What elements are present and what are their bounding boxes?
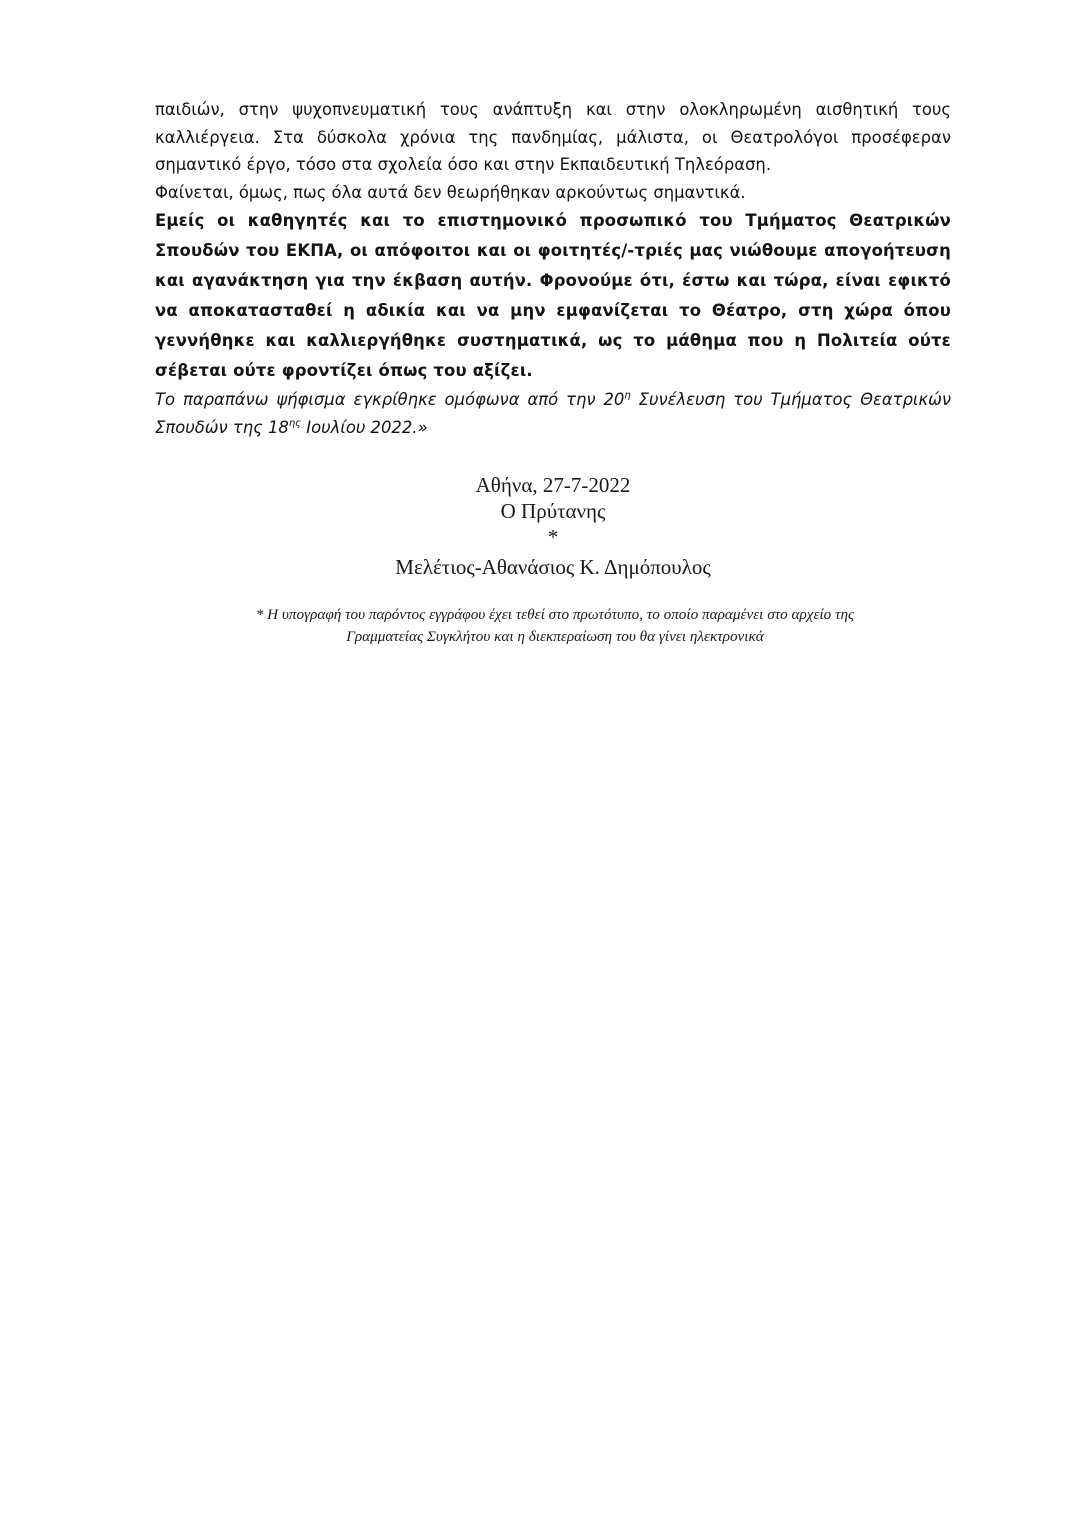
paragraph-pandemic-contribution: παιδιών, στην ψυχοπνευματική τους ανάπτυξη και στην ολοκληρωμένη αισθητική τους καλλιέργεια. Στα δύσκολα χρόνια της πανδημίας, μάλιστα, οι Θεατρολόγοι προσέφεραν σημαντικό έργο, τόσο στα σχολεία όσο και στην Εκπαιδευτική Τηλεόραση. [155,100,951,174]
signatory-name: Μελέτιος-Αθανάσιος Κ. Δημόπουλος [395,555,711,579]
signature-footnote-line-2: Γραμματείας Συγκλήτου και η διεκπεραίωση του θα γίνει ηλεκτρονικά [346,628,764,645]
signature-block [155,472,951,580]
signatory-role: Ο Πρύτανης [500,499,606,523]
approval-note-part-3: Ιουλίου 2022.» [301,417,428,437]
paragraph-not-considered-important: Φαίνεται, όμως, πως όλα αυτά δεν θεωρήθηκαν αρκούντως σημαντικά. [155,182,746,202]
signature-footnote-line-1: * Η υπογραφή του παρόντος εγγράφου έχει τεθεί στο πρωτότυπο, το οποίο παραμένει στο αρχείο της [255,606,855,623]
signature-asterisk: * [547,525,559,549]
paragraph-faculty-statement: Εμείς οι καθηγητές και το επιστημονικό προσωπικό του Τμήματος Θεατρικών Σπουδών του ΕΚΠΑ, οι απόφοιτοι και οι φοιτητές/-τριές μας νιώθουμε απογοήτευση και αγανάκτηση για την έκβαση αυτήν. Φρονούμε ότι, έστω και τώρα, είναι εφικτό να αποκατασταθεί η αδικία και να μην εμφανίζεται το Θέατρο, στη χώρα όπου γεννήθηκε και καλλιεργήθηκε συστηματικά, ως το μάθημα που η Πολιτεία ούτε σέβεται ούτε φροντίζει όπως του αξίζει. [155,211,951,380]
ordinal-suffix-18th: ης [288,417,302,429]
approval-note-part-1: Το παραπάνω ψήφισμα εγκρίθηκε ομόφωνα από την 20 [155,390,625,409]
approval-note-part-2: Συνέλευση του Τμήματος Θεατρικών Σπουδών της 18 [155,390,952,437]
signature-footnote [145,604,965,648]
resolution-text [155,96,951,441]
place-date: Αθήνα, 27-7-2022 [475,473,631,497]
paragraph-approval-note [155,386,951,441]
ordinal-suffix-20th: η [624,390,631,401]
